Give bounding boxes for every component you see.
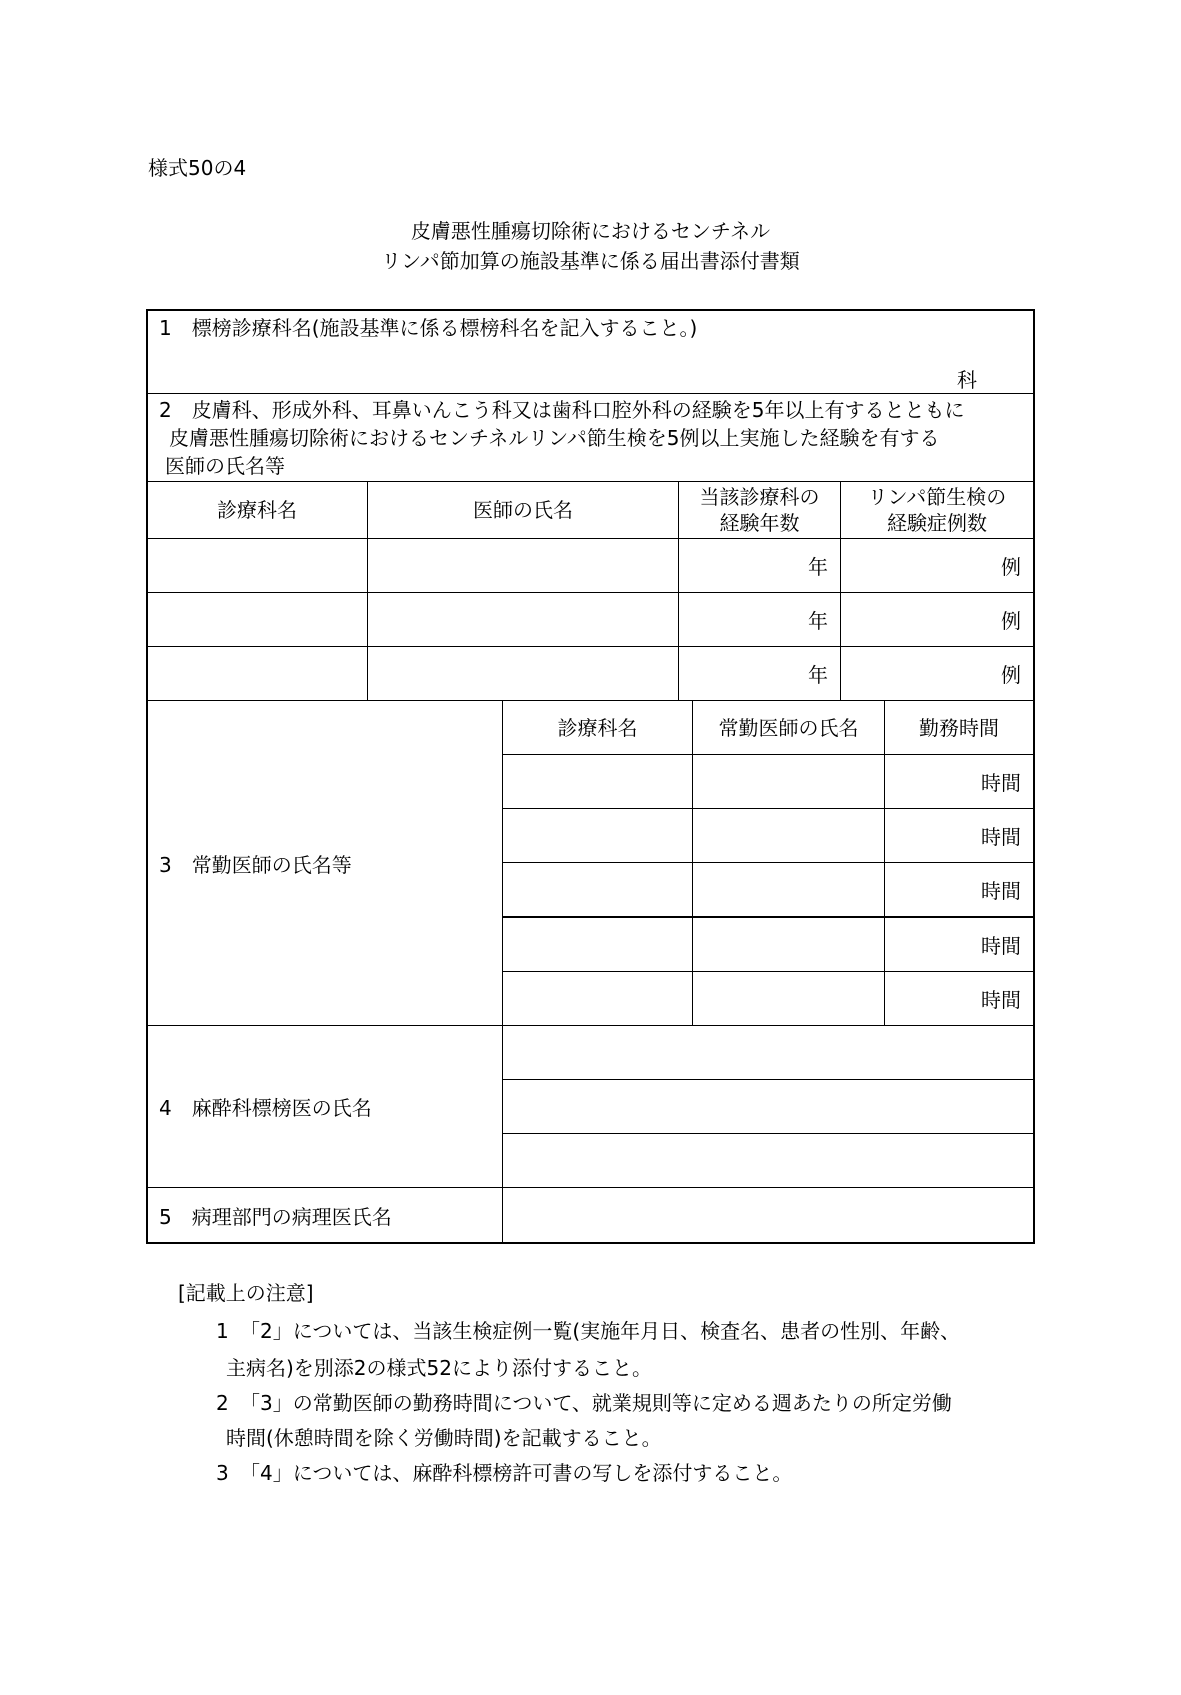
header-department-text: 診療科名 <box>557 715 638 740</box>
note-line: 時間(休憩時間を除く労働時間)を記載すること。 <box>226 1426 662 1450</box>
title-line-2: リンパ節加算の施設基準に係る届出書添付書類 <box>381 249 800 273</box>
form-number: 様式50の4 <box>148 156 247 180</box>
note-number: 1 <box>216 1319 229 1343</box>
header-department-text: 診療科名 <box>217 498 297 522</box>
section1-cell[interactable] <box>146 309 1034 394</box>
section3-label: 3 常勤医師の氏名等 <box>159 852 352 877</box>
section1-suffix: 科 <box>957 368 977 392</box>
department-field[interactable] <box>502 754 693 809</box>
cases-field[interactable] <box>840 592 1034 647</box>
cases-field-text: 例 <box>1001 663 1021 687</box>
section5-label: 5 病理部門の病理医氏名 <box>159 1204 392 1229</box>
working-hours-field-text: 時間 <box>981 879 1021 904</box>
working-hours-field[interactable] <box>884 862 1034 917</box>
note-line: 「2」については、当該生検症例一覧(実施年月日、検査名、患者の性別、年齢、 <box>240 1319 961 1343</box>
section4-label-cell <box>146 1025 503 1188</box>
header-biopsy-cases-text: リンパ節生検の 経験症例数 <box>867 485 1007 535</box>
title-line-1: 皮膚悪性腫瘍切除術におけるセンチネル <box>410 219 771 243</box>
note-line: 「4」については、麻酔科標榜許可書の写しを添付すること。 <box>240 1461 793 1485</box>
department-field[interactable] <box>146 538 368 593</box>
header-biopsy-cases <box>840 481 1034 539</box>
department-field[interactable] <box>502 917 693 972</box>
doctor-name-field[interactable] <box>367 538 679 593</box>
anesthesiologist-name-field[interactable] <box>502 1025 1034 1080</box>
cases-field-text: 例 <box>1001 609 1021 633</box>
years-field[interactable] <box>678 592 841 647</box>
working-hours-field-text: 時間 <box>981 987 1021 1012</box>
department-field[interactable] <box>502 862 693 917</box>
header-years-experience-text: 当該診療科の 経験年数 <box>699 485 820 535</box>
cases-field[interactable] <box>840 538 1034 593</box>
years-field[interactable] <box>678 646 841 701</box>
header-doctor-name-text: 医師の氏名 <box>473 498 573 522</box>
section3-label-cell <box>146 700 503 1026</box>
doctor-name-field[interactable] <box>367 646 679 701</box>
working-hours-field-text: 時間 <box>981 933 1021 958</box>
header-doctor-name <box>367 481 679 539</box>
years-field-text: 年 <box>808 663 828 687</box>
working-hours-field[interactable] <box>884 808 1034 863</box>
department-field[interactable] <box>146 646 368 701</box>
header-department <box>146 481 368 539</box>
header-years-experience <box>678 481 841 539</box>
pathologist-name-field[interactable] <box>502 1187 1034 1243</box>
cases-field[interactable] <box>840 646 1034 701</box>
fulltime-doctor-name-field[interactable] <box>692 971 885 1026</box>
working-hours-field[interactable] <box>884 917 1034 972</box>
header-fulltime-doctor-name <box>692 700 885 755</box>
anesthesiologist-name-field[interactable] <box>502 1133 1034 1188</box>
fulltime-doctor-name-field[interactable] <box>692 808 885 863</box>
cases-field-text: 例 <box>1001 555 1021 579</box>
fulltime-doctor-name-field[interactable] <box>692 917 885 972</box>
working-hours-field-text: 時間 <box>981 825 1021 850</box>
section2-label-line: 医師の氏名等 <box>165 454 285 478</box>
department-field[interactable] <box>502 808 693 863</box>
header-working-hours-text: 勤務時間 <box>919 715 999 740</box>
section2-label-line: 皮膚悪性腫瘍切除術におけるセンチネルリンパ節生検を5例以上実施した経験を有する <box>169 426 940 450</box>
section5-label-cell <box>146 1187 503 1243</box>
doctor-name-field[interactable] <box>367 592 679 647</box>
fulltime-doctor-name-field[interactable] <box>692 862 885 917</box>
header-department <box>502 700 693 755</box>
section1-label: 1 標榜診療科名(施設基準に係る標榜科名を記入すること。) <box>159 316 698 340</box>
header-working-hours <box>884 700 1034 755</box>
section4-label: 4 麻酔科標榜医の氏名 <box>159 1096 372 1120</box>
note-line: 主病名)を別添2の様式52により添付すること。 <box>226 1356 652 1380</box>
fulltime-doctor-name-field[interactable] <box>692 754 885 809</box>
working-hours-field[interactable] <box>884 754 1034 809</box>
anesthesiologist-name-field[interactable] <box>502 1079 1034 1134</box>
working-hours-field[interactable] <box>884 971 1034 1026</box>
section2-label-line: 2 皮膚科、形成外科、耳鼻いんこう科又は歯科口腔外科の経験を5年以上有するとともに <box>159 398 965 422</box>
note-number: 3 <box>216 1461 229 1485</box>
note-line: 「3」の常勤医師の勤務時間について、就業規則等に定める週あたりの所定労働 <box>240 1391 952 1415</box>
section2-label-cell <box>146 393 1034 482</box>
years-field-text: 年 <box>808 555 828 579</box>
notes-heading: [記載上の注意] <box>178 1281 314 1305</box>
department-field[interactable] <box>502 971 693 1026</box>
years-field-text: 年 <box>808 609 828 633</box>
working-hours-field-text: 時間 <box>981 771 1021 795</box>
note-number: 2 <box>216 1391 229 1415</box>
years-field[interactable] <box>678 538 841 593</box>
header-fulltime-doctor-name-text: 常勤医師の氏名 <box>718 715 859 740</box>
department-field[interactable] <box>146 592 368 647</box>
